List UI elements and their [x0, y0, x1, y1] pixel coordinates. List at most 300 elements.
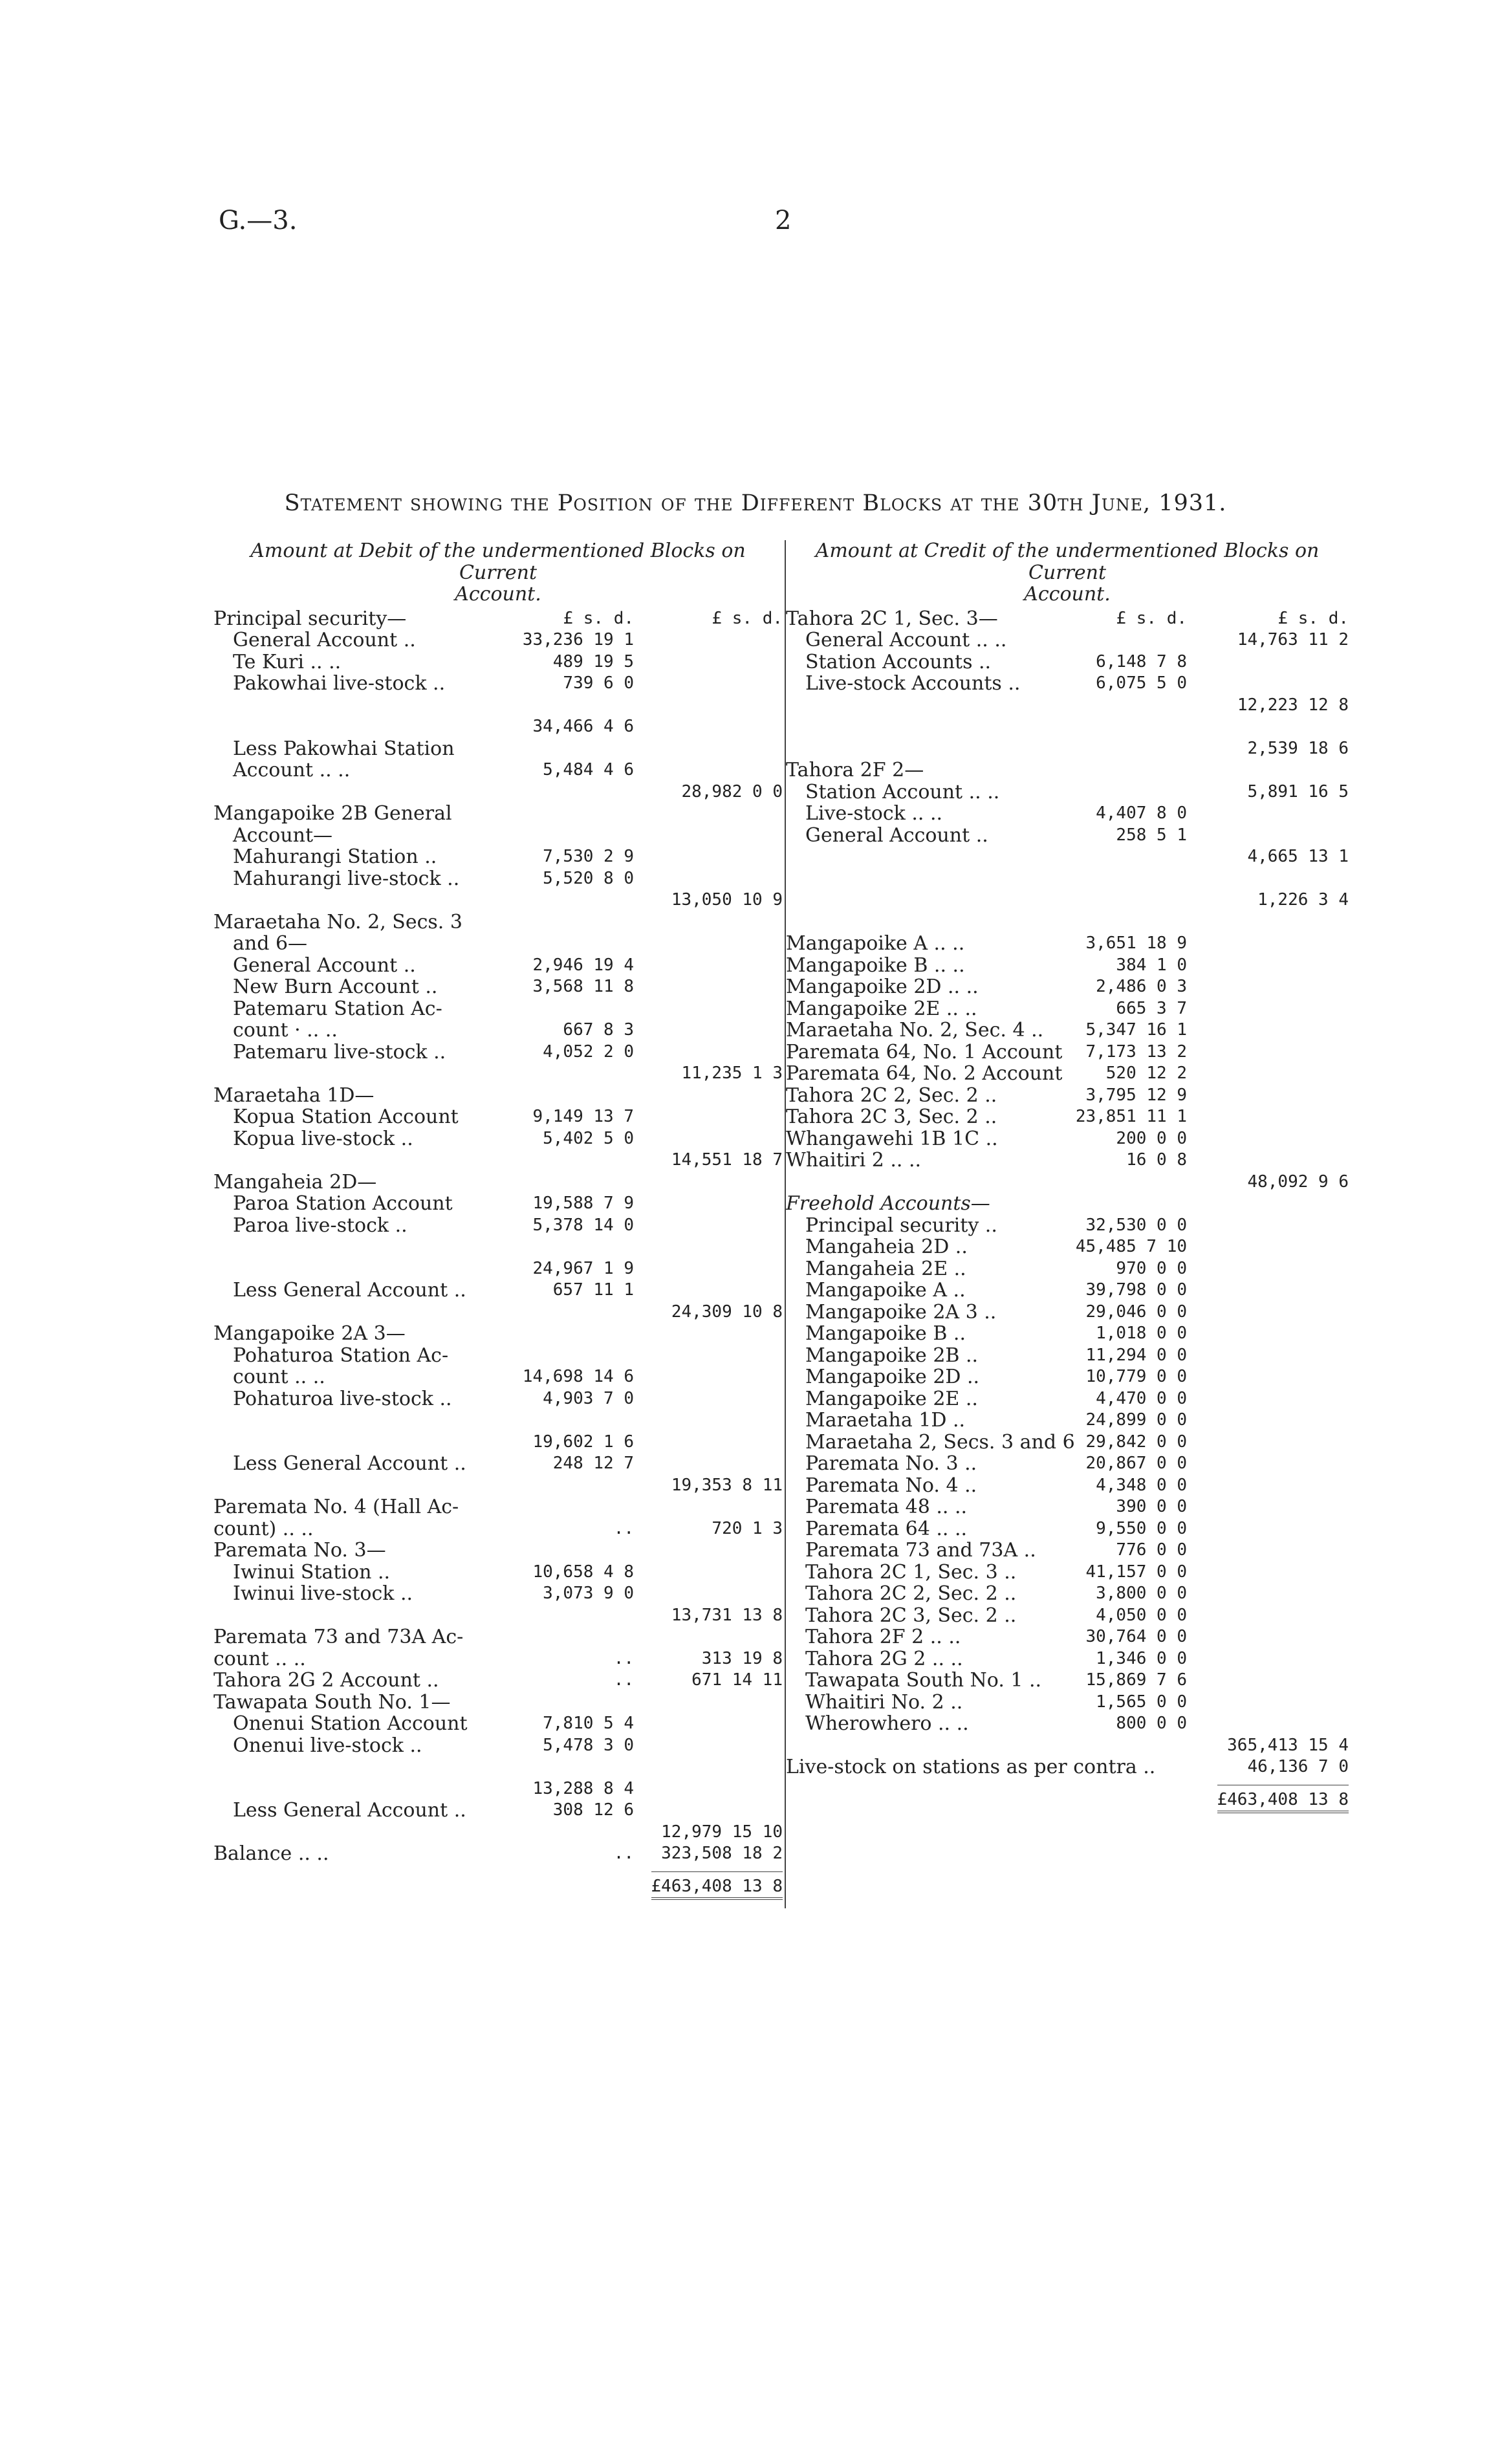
line-label: Tawapata South No. 1— — [213, 1690, 451, 1714]
line-label: Paremata 64 .. .. — [805, 1517, 968, 1540]
left-line — [213, 629, 783, 651]
line-label: Mahurangi live-stock .. — [233, 867, 460, 890]
outer-amount: 323,508 18 2 — [661, 1844, 783, 1863]
right-line — [786, 1756, 1349, 1778]
line-label: Less General Account .. — [233, 1452, 466, 1475]
inner-amount: £ s. d. — [563, 608, 634, 628]
inner-amount: 7,810 5 4 — [543, 1714, 634, 1733]
line-label: Tawapata South No. 1 .. — [805, 1669, 1042, 1692]
left-line — [213, 1150, 783, 1172]
inner-amount: 4,050 0 0 — [1096, 1605, 1187, 1625]
inner-amount: 45,485 7 10 — [1075, 1237, 1187, 1256]
inner-amount: 4,407 8 0 — [1096, 803, 1187, 823]
line-label: Principal security— — [213, 607, 407, 630]
line-label: Paremata 64, No. 2 Account — [786, 1062, 1063, 1085]
line-label: Mangapoike 2B .. — [805, 1344, 979, 1367]
outer-amount: 14,551 18 7 — [671, 1150, 783, 1170]
line-label: Iwinui live-stock .. — [233, 1582, 413, 1605]
left-line — [213, 1692, 783, 1714]
line-label: Principal security .. — [805, 1214, 997, 1237]
left-line — [213, 759, 783, 781]
right-line — [786, 1366, 1349, 1388]
inner-amount: 200 0 0 — [1116, 1128, 1187, 1148]
right-line — [786, 1496, 1349, 1518]
outer-amount: 14,763 11 2 — [1237, 630, 1349, 649]
left-line — [213, 1822, 783, 1844]
line-label: Pohaturoa live-stock .. — [233, 1387, 452, 1410]
left-line — [213, 738, 783, 760]
inner-amount: 739 6 0 — [563, 673, 634, 693]
right-line — [786, 1518, 1349, 1540]
inner-amount: 248 12 7 — [552, 1454, 634, 1473]
inner-amount: 384 1 0 — [1116, 955, 1187, 975]
inner-amount: 9,550 0 0 — [1096, 1518, 1187, 1538]
right-line — [786, 629, 1349, 651]
line-label: Tahora 2G 2 Account .. — [213, 1669, 439, 1692]
inner-amount: 970 0 0 — [1116, 1258, 1187, 1278]
outer-amount: 313 19 8 — [701, 1648, 783, 1668]
left-line — [213, 1215, 783, 1237]
right-line — [786, 846, 1349, 868]
left-line — [213, 1085, 783, 1107]
line-label: Patemaru live-stock .. — [233, 1040, 446, 1063]
right-line — [786, 1172, 1349, 1194]
inner-amount: 5,484 4 6 — [543, 760, 634, 780]
left-line — [213, 825, 783, 847]
inner-amount: .. — [613, 1648, 634, 1668]
inner-amount: 29,046 0 0 — [1085, 1302, 1187, 1322]
inner-amount: 14,698 14 6 — [522, 1367, 634, 1386]
page-number: 2 — [775, 206, 792, 235]
left-line — [213, 868, 783, 890]
inner-amount: 32,530 0 0 — [1085, 1215, 1187, 1235]
right-line — [786, 1128, 1349, 1150]
outer-amount: 13,050 10 9 — [671, 890, 783, 910]
inner-amount: 6,148 7 8 — [1096, 651, 1187, 671]
left-line — [213, 998, 783, 1020]
credit-caption — [786, 540, 1349, 605]
inner-amount: 800 0 0 — [1116, 1714, 1187, 1733]
line-label: Mangapoike A .. .. — [786, 932, 965, 955]
line-label: Live-stock .. .. — [805, 802, 943, 825]
line-label: Wherowhero .. .. — [805, 1712, 969, 1735]
left-line — [213, 846, 783, 868]
inner-amount: 34,466 4 6 — [532, 717, 634, 736]
line-label: Te Kuri .. .. — [233, 650, 342, 673]
left-line — [213, 1236, 783, 1258]
credit-caption-line1: Amount at Credit of the undermentioned Blocks on Current — [815, 540, 1320, 584]
inner-amount: 7,530 2 9 — [543, 847, 634, 866]
line-label: Live-stock Accounts .. — [805, 672, 1021, 695]
inner-amount: 33,236 19 1 — [522, 630, 634, 649]
left-line — [213, 1388, 783, 1410]
line-label: Tahora 2G 2 .. .. — [805, 1647, 963, 1670]
right-line — [786, 1670, 1349, 1692]
outer-amount: 12,979 15 10 — [661, 1822, 783, 1842]
left-line — [213, 673, 783, 695]
outer-amount: 671 14 11 — [691, 1670, 783, 1690]
right-line — [786, 1540, 1349, 1562]
credit-lines — [786, 608, 1349, 1778]
right-line — [786, 1041, 1349, 1063]
right-line — [786, 911, 1349, 933]
inner-amount: 3,651 18 9 — [1085, 933, 1187, 953]
inner-amount: 308 12 6 — [552, 1800, 634, 1820]
inner-amount: 489 19 5 — [552, 651, 634, 671]
line-label: Mangapoike 2D .. — [805, 1366, 980, 1388]
left-line — [213, 955, 783, 977]
credit-column — [786, 540, 1349, 1824]
left-line — [213, 1583, 783, 1605]
left-line — [213, 889, 783, 911]
inner-amount: 1,346 0 0 — [1096, 1648, 1187, 1668]
right-line — [786, 695, 1349, 717]
line-label: Less General Account .. — [233, 1799, 466, 1822]
line-label: Account— — [233, 823, 333, 847]
debit-total-row — [213, 1871, 783, 1910]
left-line — [213, 1626, 783, 1648]
right-line — [786, 1735, 1349, 1757]
inner-amount: 20,867 0 0 — [1085, 1454, 1187, 1473]
inner-amount: 9,149 13 7 — [532, 1107, 634, 1126]
right-line — [786, 608, 1349, 630]
line-label: Paroa Station Account — [233, 1192, 453, 1215]
document-code: G.—3. — [219, 206, 298, 235]
left-line — [213, 716, 783, 738]
left-line — [213, 976, 783, 998]
line-label: Less Pakowhai Station — [233, 737, 455, 760]
left-line — [213, 1432, 783, 1454]
line-label: Tahora 2C 1, Sec. 3 .. — [805, 1560, 1017, 1584]
line-label: Live-stock on stations as per contra .. — [786, 1756, 1156, 1778]
left-line — [213, 933, 783, 955]
line-label: Paremata No. 3 .. — [805, 1452, 977, 1475]
line-label: Onenui live-stock .. — [233, 1734, 422, 1757]
inner-amount: 3,073 9 0 — [543, 1584, 634, 1603]
debit-column — [213, 540, 783, 1910]
inner-amount: 3,800 0 0 — [1096, 1584, 1187, 1603]
line-label: Tahora 2C 3, Sec. 2 .. — [805, 1604, 1017, 1627]
line-label: Station Account .. .. — [805, 780, 1000, 803]
line-label: Whangawehi 1B 1C .. — [786, 1127, 998, 1150]
line-label: Station Accounts .. — [805, 650, 992, 673]
inner-amount: 657 11 1 — [552, 1280, 634, 1300]
right-line — [786, 998, 1349, 1020]
right-line — [786, 955, 1349, 977]
outer-amount: 365,413 15 4 — [1227, 1735, 1349, 1755]
left-line — [213, 781, 783, 803]
debit-caption-line2: Account. — [455, 583, 541, 605]
left-line — [213, 651, 783, 673]
left-line — [213, 1453, 783, 1475]
inner-amount: 39,798 0 0 — [1085, 1280, 1187, 1300]
right-line — [786, 738, 1349, 760]
right-line — [786, 1692, 1349, 1714]
outer-amount: 13,731 13 8 — [671, 1605, 783, 1625]
left-line — [213, 1041, 783, 1063]
inner-amount: 1,018 0 0 — [1096, 1324, 1187, 1343]
line-label: Kopua live-stock .. — [233, 1127, 413, 1150]
left-line — [213, 1843, 783, 1865]
inner-amount: 13,288 8 4 — [532, 1778, 634, 1798]
left-line — [213, 1605, 783, 1627]
line-label: General Account .. — [233, 954, 416, 977]
inner-amount: 16 0 8 — [1126, 1150, 1187, 1170]
left-line — [213, 911, 783, 933]
line-label: count) .. .. — [213, 1517, 314, 1540]
inner-amount: 10,658 4 8 — [532, 1562, 634, 1582]
left-line — [213, 1496, 783, 1518]
line-label: General Account .. — [805, 823, 988, 847]
line-label: Mangapoike 2E .. — [805, 1387, 978, 1410]
line-label: Pakowhai live-stock .. — [233, 672, 446, 695]
inner-amount: 667 8 3 — [563, 1020, 634, 1040]
inner-amount: 4,052 2 0 — [543, 1041, 634, 1062]
right-line — [786, 1063, 1349, 1085]
line-label: Mangapoike 2A 3 .. — [805, 1300, 997, 1324]
line-label: Mangapoike 2D .. .. — [786, 976, 979, 998]
left-line — [213, 1258, 783, 1280]
line-label: Mangapoike 2A 3— — [213, 1322, 406, 1345]
line-label: Paroa live-stock .. — [233, 1214, 408, 1237]
line-label: Paremata 73 and 73A Ac- — [213, 1626, 464, 1648]
left-line — [213, 1063, 783, 1085]
left-line — [213, 1172, 783, 1194]
inner-amount: 776 0 0 — [1116, 1540, 1187, 1560]
inner-amount: 665 3 7 — [1116, 998, 1187, 1018]
inner-amount: 258 5 1 — [1116, 825, 1187, 845]
inner-amount: 30,764 0 0 — [1085, 1627, 1187, 1646]
inner-amount: 520 12 2 — [1105, 1063, 1187, 1083]
inner-amount: £ s. d. — [1116, 608, 1187, 628]
right-line — [786, 781, 1349, 803]
debit-lines — [213, 608, 783, 1865]
left-line — [213, 1345, 783, 1367]
line-label: General Account .. .. — [805, 629, 1007, 651]
line-label: General Account .. — [233, 629, 416, 651]
right-line — [786, 1215, 1349, 1237]
line-label: Patemaru Station Ac- — [233, 997, 442, 1020]
inner-amount: 390 0 0 — [1116, 1497, 1187, 1516]
right-line — [786, 1583, 1349, 1605]
right-line — [786, 1475, 1349, 1497]
line-label: count · .. .. — [233, 1019, 338, 1041]
left-line — [213, 1302, 783, 1324]
right-line — [786, 759, 1349, 781]
right-line — [786, 1150, 1349, 1172]
outer-amount: 12,223 12 8 — [1237, 695, 1349, 715]
left-line — [213, 1735, 783, 1757]
inner-amount: 6,075 5 0 — [1096, 673, 1187, 693]
right-line — [786, 1453, 1349, 1475]
line-label: Whaitiri 2 .. .. — [786, 1149, 922, 1172]
line-label: New Burn Account .. — [233, 976, 438, 998]
credit-total: £463,408 13 8 — [1217, 1785, 1349, 1814]
line-label: Tahora 2F 2 .. .. — [805, 1626, 961, 1648]
outer-amount: £ s. d. — [1277, 608, 1349, 628]
left-line — [213, 1128, 783, 1150]
left-line — [213, 1106, 783, 1128]
left-line — [213, 803, 783, 825]
inner-amount: 2,946 19 4 — [532, 955, 634, 975]
left-line — [213, 1800, 783, 1822]
right-line — [786, 1388, 1349, 1410]
line-label: Maraetaha No. 2, Sec. 4 .. — [786, 1019, 1044, 1041]
inner-amount: 3,795 12 9 — [1085, 1085, 1187, 1105]
debit-caption — [213, 540, 783, 605]
right-line — [786, 803, 1349, 825]
right-line — [786, 889, 1349, 911]
line-label: Mangaheia 2D .. — [805, 1236, 968, 1258]
line-label: Maraetaha 1D .. — [805, 1409, 966, 1432]
inner-amount: 19,602 1 6 — [532, 1432, 634, 1452]
left-line — [213, 608, 783, 630]
debit-total: £463,408 13 8 — [651, 1871, 783, 1901]
statement-title: Statement showing the Position of the Different Blocks at the 30th June, 1931. — [284, 490, 1227, 516]
line-label: Mangapoike B .. — [805, 1322, 966, 1345]
inner-amount: 1,565 0 0 — [1096, 1692, 1187, 1712]
inner-amount: 11,294 0 0 — [1085, 1345, 1187, 1365]
outer-amount: 28,982 0 0 — [681, 781, 783, 801]
right-line — [786, 1302, 1349, 1324]
line-label: Mangapoike 2E .. .. — [786, 997, 977, 1020]
line-label: Pohaturoa Station Ac- — [233, 1344, 449, 1367]
line-label: Freehold Accounts— — [786, 1192, 990, 1215]
inner-amount: .. — [613, 1670, 634, 1690]
inner-amount: 4,470 0 0 — [1096, 1388, 1187, 1408]
line-label: Tahora 2C 1, Sec. 3— — [786, 607, 998, 630]
outer-amount: 2,539 18 6 — [1247, 738, 1349, 758]
inner-amount: 10,779 0 0 — [1085, 1367, 1187, 1386]
inner-amount: 5,520 8 0 — [543, 868, 634, 888]
inner-amount: 23,851 11 1 — [1075, 1107, 1187, 1126]
line-label: Paremata No. 4 (Hall Ac- — [213, 1496, 459, 1518]
inner-amount: 7,173 13 2 — [1085, 1041, 1187, 1062]
right-line — [786, 1648, 1349, 1670]
left-line — [213, 1475, 783, 1497]
line-label: Paremata 73 and 73A .. — [805, 1539, 1036, 1562]
right-line — [786, 1106, 1349, 1128]
right-line — [786, 1280, 1349, 1302]
line-label: Account .. .. — [233, 759, 351, 781]
outer-amount: 720 1 3 — [712, 1518, 783, 1538]
outer-amount: 5,891 16 5 — [1247, 781, 1349, 801]
inner-amount: .. — [613, 1518, 634, 1538]
line-label: Mangapoike B .. .. — [786, 954, 965, 977]
inner-amount: 5,478 3 0 — [543, 1735, 634, 1755]
left-line — [213, 1280, 783, 1302]
right-line — [786, 1193, 1349, 1215]
right-line — [786, 868, 1349, 890]
right-line — [786, 673, 1349, 695]
line-label: Paremata No. 3— — [213, 1539, 386, 1562]
right-line — [786, 1345, 1349, 1367]
outer-amount: 4,665 13 1 — [1247, 847, 1349, 866]
line-label: Tahora 2C 3, Sec. 2 .. — [786, 1106, 997, 1128]
right-line — [786, 1323, 1349, 1345]
line-label: Maraetaha 1D— — [213, 1084, 375, 1107]
line-label: Maraetaha 2, Secs. 3 and 6 — [805, 1430, 1075, 1454]
line-label: count .. .. — [233, 1366, 325, 1388]
right-line — [786, 1626, 1349, 1648]
right-line — [786, 1019, 1349, 1041]
inner-amount: 19,588 7 9 — [532, 1194, 634, 1213]
line-label: Mangaheia 2D— — [213, 1170, 377, 1194]
outer-amount: 11,235 1 3 — [681, 1063, 783, 1083]
right-line — [786, 1085, 1349, 1107]
left-line — [213, 1366, 783, 1388]
left-line — [213, 1648, 783, 1670]
line-label: Kopua Station Account — [233, 1106, 459, 1128]
inner-amount: 5,378 14 0 — [532, 1215, 634, 1235]
right-line — [786, 1605, 1349, 1627]
right-line — [786, 1432, 1349, 1454]
outer-amount: £ s. d. — [712, 608, 783, 628]
outer-amount: 24,309 10 8 — [671, 1302, 783, 1322]
inner-amount: 3,568 11 8 — [532, 977, 634, 996]
outer-amount: 46,136 7 0 — [1247, 1757, 1349, 1776]
line-label: Iwinui Station .. — [233, 1560, 391, 1584]
right-line — [786, 933, 1349, 955]
right-line — [786, 976, 1349, 998]
line-label: Paremata No. 4 .. — [805, 1474, 977, 1497]
left-line — [213, 1756, 783, 1778]
inner-amount: 4,903 7 0 — [543, 1388, 634, 1408]
right-line — [786, 716, 1349, 738]
inner-amount: 2,486 0 3 — [1096, 977, 1187, 996]
left-line — [213, 1670, 783, 1692]
line-label: Mangapoike A .. — [805, 1279, 966, 1302]
left-line — [213, 1778, 783, 1800]
credit-caption-line2: Account. — [1024, 583, 1111, 605]
line-label: Paremata 64, No. 1 Account — [786, 1040, 1063, 1063]
left-line — [213, 1518, 783, 1540]
inner-amount: .. — [613, 1844, 634, 1863]
line-label: Mahurangi Station .. — [233, 845, 437, 868]
right-line — [786, 1562, 1349, 1584]
left-line — [213, 1540, 783, 1562]
right-line — [786, 825, 1349, 847]
inner-amount: 24,899 0 0 — [1085, 1410, 1187, 1430]
line-label: Onenui Station Account — [233, 1712, 468, 1735]
inner-amount: 29,842 0 0 — [1085, 1432, 1187, 1452]
right-line — [786, 1236, 1349, 1258]
inner-amount: 41,157 0 0 — [1085, 1562, 1187, 1582]
inner-amount: 24,967 1 9 — [532, 1258, 634, 1278]
line-label: and 6— — [233, 932, 308, 955]
line-label: count .. .. — [213, 1647, 306, 1670]
right-line — [786, 1258, 1349, 1280]
line-label: Whaitiri No. 2 .. — [805, 1690, 963, 1714]
left-line — [213, 1019, 783, 1041]
right-line — [786, 1410, 1349, 1432]
outer-amount: 19,353 8 11 — [671, 1475, 783, 1495]
inner-amount: 5,347 16 1 — [1085, 1020, 1187, 1040]
line-label: Tahora 2C 2, Sec. 2 .. — [805, 1582, 1017, 1605]
line-label: Tahora 2C 2, Sec. 2 .. — [786, 1084, 997, 1107]
credit-total-row — [786, 1785, 1349, 1824]
outer-amount: 1,226 3 4 — [1257, 890, 1349, 910]
left-line — [213, 1193, 783, 1215]
right-line — [786, 1713, 1349, 1735]
left-line — [213, 1713, 783, 1735]
left-line — [213, 1410, 783, 1432]
outer-amount: 48,092 9 6 — [1247, 1172, 1349, 1192]
debit-caption-line1: Amount at Debit of the undermentioned Blocks on Current — [250, 540, 746, 584]
inner-amount: 4,348 0 0 — [1096, 1475, 1187, 1495]
line-label: Balance .. .. — [213, 1842, 329, 1865]
line-label: Tahora 2F 2— — [786, 759, 924, 781]
